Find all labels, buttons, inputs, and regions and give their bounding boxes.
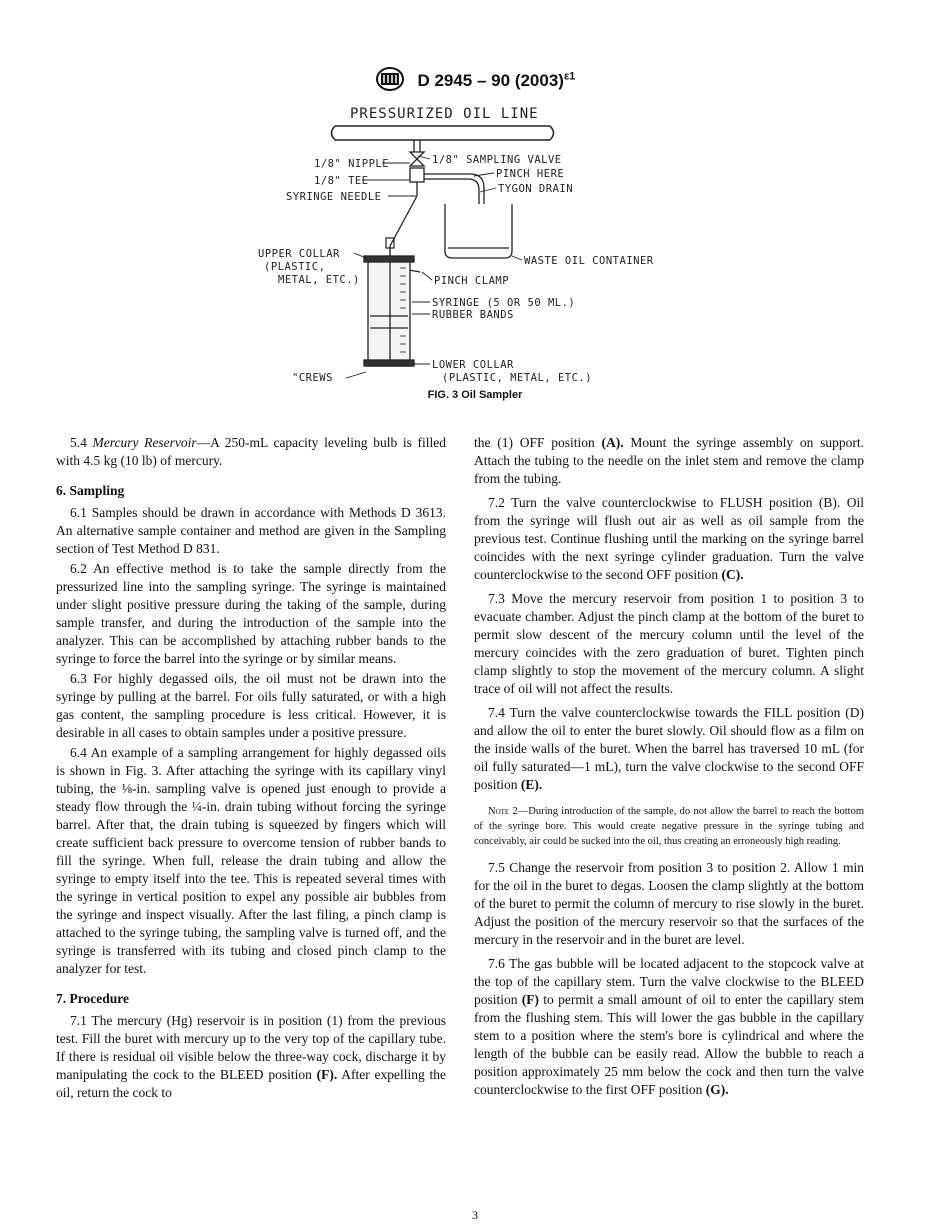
label-syringe: SYRINGE (5 OR 50 ML.) xyxy=(432,297,576,309)
paragraph-6-2: 6.2 An effective method is to take the sample directly from the pressurized line into the sampling syringe. The syringe is maintained under slight positive pressure during the taking of the sample, during sample transfer, and during the introduction of the sample into the analyzer. This can be accomplished by attaching rubber bands to the syringe to force the barrel into the syringe or by similar means. xyxy=(56,561,446,666)
oil-line-pipe xyxy=(332,126,554,140)
label-tee: 1/8" TEE xyxy=(314,175,369,187)
paragraph-5-4: 5.4 Mercury Reservoir—A 250-mL capacity leveling bulb is filled with 4.5 kg (10 lb) of mercury. xyxy=(56,435,447,468)
paragraph-6-4: 6.4 An example of a sampling arrangement for highly degassed oils is shown in Fig. 3. After attaching the syringe with its capillary vinyl tubing, the ⅛-in. sampling valve is opened just enough to provide a steady flow through the ¼-in. drain tubing without forcing the syringe barrel. After that, the drain tubing is squeezed by fingers which will create sufficient back pressure to overcome tension of rubber bands to fill the syringe. When full, release the drain tubing and allow the syringe to empty itself into the tee. This is repeated several times with the syringe in vertical position to expel any possible air bubbles from the syringe and inspect visually. After the last filing, a pinch clamp is attached to the syringe tubing, the sampling valve is turned off, and the syringe is transferred with its tubing and closed pinch clamp to the analyzer for test. xyxy=(56,745,446,976)
label-rubber-bands: RUBBER BANDS xyxy=(432,309,514,321)
paragraph-7-4: 7.4 Turn the valve counterclockwise towards the FILL position (D) and allow the oil to enter the buret slowly. Oil should flow as a film on the inside walls of the buret. When the barrel has traversed 10 mL (for oil fully saturated—1 mL), turn the valve clockwise to the second OFF position (E). xyxy=(474,705,864,792)
paragraph-7-2: 7.2 Turn the valve counterclockwise to FLUSH position (B). Oil from the syringe will flush out air as well as oil sample from the previous test. Continue flushing until the marking on the syringe barrel coincides with the next syringe cylinder graduation. Turn the valve counterclockwise to the second OFF position (C). xyxy=(474,495,864,582)
section-heading-procedure: 7. Procedure xyxy=(56,991,129,1006)
paragraph-7-3: 7.3 Move the mercury reservoir from position 1 to position 3 to evacuate chamber. Adjust the pinch clamp at the bottom of the buret to permit slow descent of the mercury column until the level of the mercury coincides with the zero graduation of buret. Tighten pinch clamp slightly to stop the movement of the mercury column. A slight trace of oil will not affect the results. xyxy=(474,591,864,696)
figure-title: PRESSURIZED OIL LINE xyxy=(350,106,539,122)
label-waste-oil-container: WASTE OIL CONTAINER xyxy=(524,255,654,267)
note-2: Note 2—During introduction of the sample, do not allow the barrel to reach the bottom of the syringe bore. This would create negative pressure in the syringe tubing and conceivably, air could be sucked into the oil, thus creating an erroneously high reading. xyxy=(474,806,864,847)
label-upper-collar-material-2: METAL, ETC.) xyxy=(278,274,360,286)
label-syringe-needle: SYRINGE NEEDLE xyxy=(286,191,382,203)
right-column xyxy=(474,434,864,1101)
label-sampling-valve: 1/8" SAMPLING VALVE xyxy=(432,154,562,166)
designation: D 2945 – 90 xyxy=(417,70,511,90)
designation-year: (2003) xyxy=(514,70,564,90)
section-heading-sampling: 6. Sampling xyxy=(56,483,125,498)
label-pinch-here: PINCH HERE xyxy=(496,168,565,180)
term-mercury-reservoir: Mercury Reservoir xyxy=(92,435,197,450)
paragraph-6-3: 6.3 For highly degassed oils, the oil must not be drawn into the syringe by pulling at the barrel. For oils fully saturated, or with a high gas content, the sampling procedure is less critical. However, it is desirable in all cases to obtain samples under a positive pressure. xyxy=(56,671,446,740)
label-lower-collar-material: (PLASTIC, METAL, ETC.) xyxy=(442,372,593,384)
oil-sampler-figure xyxy=(240,96,710,386)
label-lower-collar: LOWER COLLAR xyxy=(432,359,514,371)
label-nipple: 1/8" NIPPLE xyxy=(314,158,390,170)
label-pinch-clamp: PINCH CLAMP xyxy=(434,275,510,287)
waste-oil-container xyxy=(445,204,512,258)
page-number: 3 xyxy=(472,1208,478,1222)
paragraph-7-1-continued: the (1) OFF position (A). Mount the syringe assembly on support. Attach the tubing to the needle on the inlet stem and remove the clamp from the tubing. xyxy=(474,435,864,486)
label-tygon-drain: TYGON DRAIN xyxy=(498,183,574,195)
label-upper-collar-material: (PLASTIC, xyxy=(264,261,326,273)
designation-superscript: ε1 xyxy=(563,70,576,83)
syringe-body xyxy=(364,256,414,366)
astm-logo-icon xyxy=(375,66,405,97)
paragraph-7-1: 7.1 The mercury (Hg) reservoir is in position (1) from the previous test. Fill the buret with mercury up to the very top of the capillary tube. If there is residual oil visible below the three-way cock, discharge it by manipulating the cock to the BLEED position (F). After expelling the oil, return the cock to xyxy=(56,1013,446,1100)
page-header xyxy=(0,66,950,97)
paragraph-6-1: 6.1 Samples should be drawn in accordance with Methods D 3613. An alternative sample container and method are given in the Sampling section of Test Method D 831. xyxy=(56,505,446,556)
label-screws: "CREWS xyxy=(292,372,333,384)
label-upper-collar: UPPER COLLAR xyxy=(258,248,340,260)
figure-caption: FIG. 3 Oil Sampler xyxy=(427,389,523,401)
paragraph-7-6: 7.6 The gas bubble will be located adjacent to the stopcock valve at the top of the capillary stem. Turn the valve clockwise to the BLEED position (F) to permit a small amount of oil to enter the capillary stem from the flushing stem. This will lower the gas bubble in the capillary stem to a position where the stem's bore is cylindrical and where the length of the bubble can be easily read. Allow the bubble to reach a position approximately 25 mm below the cock and then turn the valve counterclockwise to the first OFF position (G). xyxy=(474,956,864,1097)
paragraph-7-5: 7.5 Change the reservoir from position 3 to position 2. Allow 1 min for the oil in the buret to degas. Loosen the clamp slightly at the bottom of the buret to permit the column of mercury to rise slowly in the buret. Adjust the position of the mercury reservoir so that the surfaces of the mercury in the reservoir and in the buret are level. xyxy=(474,860,864,947)
left-column xyxy=(56,434,446,1104)
note-label: Note xyxy=(488,806,510,817)
